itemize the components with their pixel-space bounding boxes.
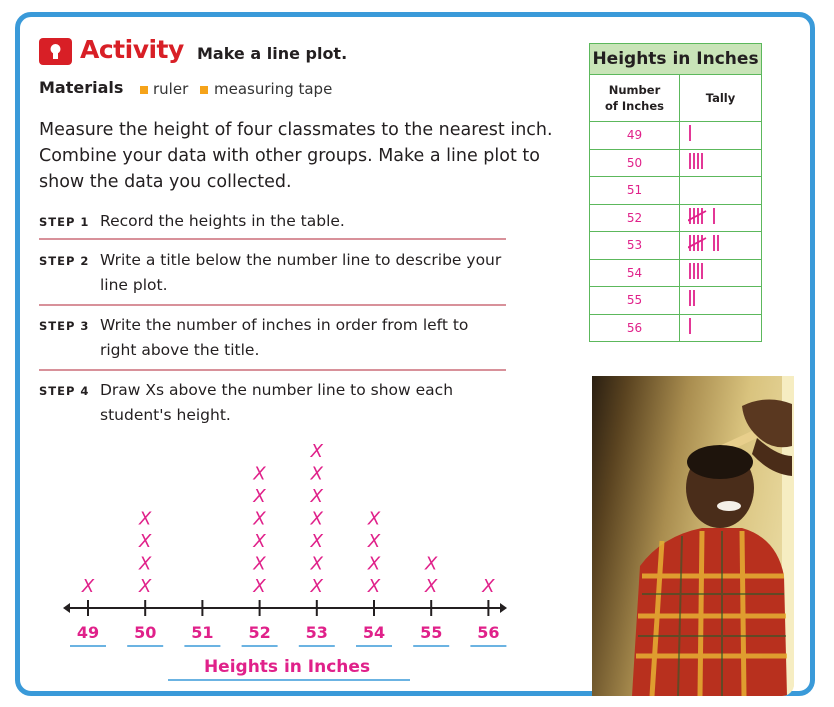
inches-cell: 50 [590,149,680,177]
step-divider [39,238,506,240]
x-mark: X [367,576,381,597]
column-header-number [590,75,680,122]
tally-cell [680,287,762,315]
table-row [590,177,762,205]
step-label: STEP 1 [39,215,90,229]
table-title: Heights in Inches [590,44,762,75]
x-mark: X [253,576,266,597]
lock-icon [39,38,72,65]
inches-cell: 52 [590,204,680,232]
inches-cell: 51 [590,177,680,205]
x-mark: X [367,508,381,530]
materials-label: Materials [39,78,124,97]
inches-cell: 56 [590,314,680,342]
tick-label: 54 [362,623,386,642]
tick-label: 52 [248,623,271,642]
x-mark: X [310,576,323,597]
column-header-line: of Inches [604,99,665,113]
student-measuring-photo [592,376,794,696]
x-mark: X [310,463,323,485]
x-mark: X [482,576,495,597]
tick-label: 51 [191,623,214,642]
x-mark: X [425,553,438,575]
x-mark: X [367,553,381,575]
inches-cell: 54 [590,259,680,287]
x-mark: X [367,531,381,552]
left-arrow-icon [63,603,70,613]
plot-title: Heights in Inches [203,657,371,677]
tick-label: 50 [134,623,157,642]
tally-marks [688,233,758,253]
x-mark: X [253,463,266,485]
step-text: Write the number of inches in order from left to right above the title. [100,316,469,359]
x-mark: X [253,553,266,575]
step-text: Write a title below the number line to describe your line plot. [100,251,502,294]
materials-item-ruler: ruler [153,80,189,98]
table-row [590,314,762,342]
tally-cell [680,177,762,205]
inches-cell: 49 [590,122,680,150]
tally-marks [688,123,758,143]
bullet-icon [140,86,148,94]
x-mark: X [253,531,266,552]
step-label: STEP 4 [39,384,90,398]
activity-subtitle: Make a line plot. [197,44,348,63]
x-mark: X [139,553,152,575]
tally-cell [680,149,762,177]
tally-cell [680,314,762,342]
activity-title: Activity [80,35,184,64]
table-row [590,259,762,287]
step-text: Record the heights in the table. [100,212,345,230]
activity-badge [39,38,72,65]
step-3 [39,313,509,363]
inches-cell: 53 [590,232,680,260]
heights-table [589,43,762,342]
column-header-line: Number [608,83,661,97]
bullet-icon [200,86,208,94]
x-mark: X [310,531,323,552]
x-mark: X [310,441,323,462]
tick-label: 55 [420,623,443,642]
inches-cell: 55 [590,287,680,315]
tally-marks [688,261,758,281]
x-mark: X [253,508,266,530]
step-4 [39,378,509,428]
tally-cell [680,232,762,260]
tally-cell [680,122,762,150]
x-mark: X [139,531,152,552]
x-mark: X [139,576,152,597]
tick-label: 49 [76,623,100,642]
right-arrow-icon [500,603,507,613]
line-plot [60,440,520,690]
tally-marks [688,206,758,226]
table-row [590,287,762,315]
step-label: STEP 2 [39,254,90,268]
x-mark: X [310,486,323,507]
tally-marks [688,316,758,336]
step-divider [39,369,506,371]
intro-paragraph: Measure the height of four classmates to the nearest inch. Combine your data with other groups. Make a line plot to show the data you collected. [39,120,553,192]
tick-label: 56 [477,623,500,642]
tally-cell [680,259,762,287]
step-divider [39,304,506,306]
x-mark: X [81,576,95,597]
tally-cell [680,204,762,232]
x-mark: X [139,508,152,530]
materials-item-measuring-tape: measuring tape [214,80,333,98]
step-1 [39,209,509,234]
step-2 [39,248,509,298]
tally-marks [688,288,758,308]
step-label: STEP 3 [39,319,90,333]
tally-marks [688,151,758,171]
x-mark: X [425,576,438,597]
table-row [590,232,762,260]
step-text: Draw Xs above the number line to show each student's height. [100,381,454,424]
student-illustration [592,376,794,696]
tally-marks [688,178,758,198]
table-row [590,204,762,232]
table-row [590,122,762,150]
column-header-tally: Tally [680,75,762,122]
x-mark: X [310,553,323,575]
table-row [590,149,762,177]
x-mark: X [253,486,266,507]
tick-label: 53 [305,623,328,642]
x-mark: X [310,508,323,530]
